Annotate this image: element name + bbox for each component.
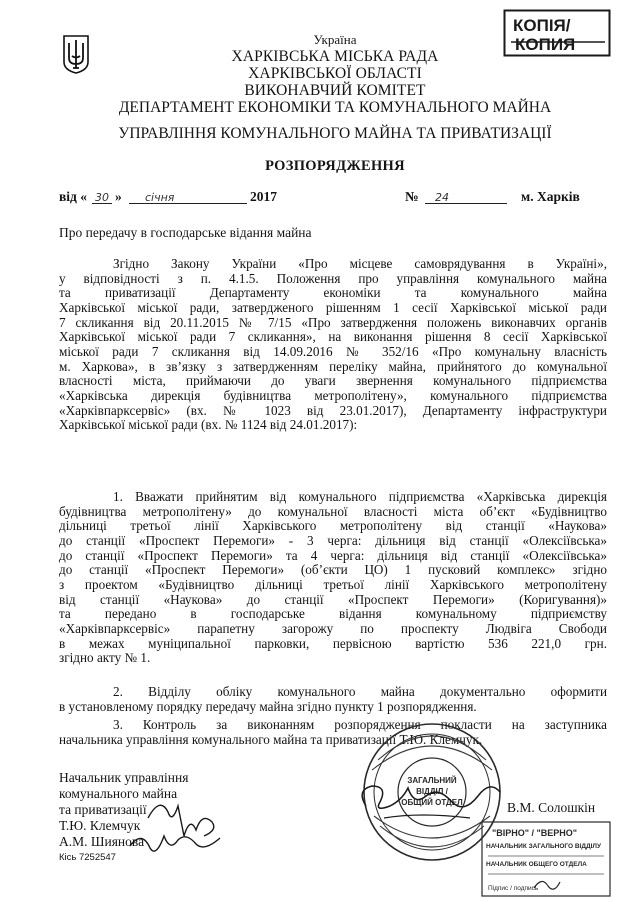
executor-footnote: Кісь 7252547: [59, 852, 116, 863]
preamble-line: у відповідності з п. 4.1.5. Положення про управління комунального майна: [59, 270, 607, 286]
signer-name: В.М. Солошкін: [507, 800, 596, 815]
preamble-line: Згідно Закону України «Про місцеве самоврядування в Україні»,: [113, 256, 607, 271]
document-subject: Про передачу в господарське відання майна: [59, 225, 312, 240]
item-1-line: та передано в господарське відання комунальному підприємству: [59, 606, 607, 622]
item-1-paragraph: [59, 490, 607, 666]
signature-title-line: та приватизації: [59, 802, 147, 817]
item-1-line: в межах муніципальної парковки, первісною вартістю 536 221,0 грн.: [59, 635, 607, 651]
item-1-line: «Харківпарксервіс» парапетну загорожу по проспекту Людвіга Свободи: [59, 620, 607, 636]
cert-stamp-text: Підпис / подпись: [488, 885, 539, 892]
certification-stamp: [482, 822, 610, 896]
round-stamp-text: ВІДДІЛ /: [416, 787, 448, 796]
item-3-paragraph: [59, 718, 607, 747]
document-number: 24: [435, 191, 449, 204]
preamble-line: 7 скликання від 20.11.2015 № 7/15 «Про затвердження положень виконавчих органів: [59, 314, 607, 330]
preamble-line: міської ради 7 скликання від 14.09.2016 № 352/16 «Про комунальну власність: [59, 343, 607, 359]
preamble-paragraph: [59, 257, 607, 433]
item-1-line: до станції «Проспект Перемоги» та 4 черга: дільниця від станції «Олексіївська»: [59, 547, 607, 563]
number-label: №: [405, 189, 419, 204]
preamble-line: «Харківська дирекція будівництва метрополітену», комунального підприємства: [59, 387, 607, 403]
item-1-line: 1. Вважати прийнятим від комунального підприємства «Харківська дирекція: [113, 489, 607, 504]
item-3-line: начальника управління комунального майна та приватизації Т.Ю. Клемчук.: [59, 731, 483, 747]
preamble-line: м. Харкова», в зв’язку з затвердженням переліку майна, прийнятого до комунальної: [59, 358, 607, 374]
item-1-line: до станції «Проспект Перемоги» (об’єкти ЦО) 1 пусковий комплекс» згідно: [59, 562, 607, 578]
preamble-line: та приватизації Департаменту економіки та комунального майна: [59, 285, 607, 301]
round-stamp-text: ЗАГАЛЬНИЙ: [407, 776, 457, 785]
document-type-title: РОЗПОРЯДЖЕННЯ: [265, 158, 405, 174]
preamble-line: Харківської міської ради, затвердженого рішенням 1 сесії Харківської міської ради: [59, 299, 607, 315]
city-name: м. Харків: [521, 189, 580, 204]
signature-deputy-name: Т.Ю. Клемчук: [59, 818, 141, 833]
copy-stamp-line2: КОПИЯ: [515, 35, 576, 54]
header-council: ХАРКІВСЬКА МІСЬКА РАДА: [231, 48, 439, 65]
date-year: 2017: [250, 189, 277, 204]
header-department: ДЕПАРТАМЕНТ ЕКОНОМІКИ ТА КОМУНАЛЬНОГО МАЙНА: [118, 99, 552, 116]
copy-stamp: [503, 9, 611, 57]
item-2-line: в установленому порядку передачу майна згідно пункту 1 розпорядження.: [59, 698, 477, 714]
signature-block: [59, 770, 188, 850]
item-3-line: 3. Контроль за виконанням розпорядження покласти на заступника: [113, 717, 607, 732]
signature-title-line: комунального майна: [59, 786, 178, 801]
cert-stamp-text: НАЧАЛЬНИК ОБЩЕГО ОТДЕЛА: [486, 861, 587, 868]
cert-stamp-text: "ВІРНО" / "ВЕРНО": [492, 828, 578, 838]
header-country: Україна: [313, 32, 357, 47]
handwritten-signature: [362, 786, 500, 808]
preamble-line: Харківської міської ради 7 скликання», на виконання рішення 8 сесії Харківської: [59, 329, 607, 345]
date-prefix: від «: [59, 189, 87, 204]
item-1-line: згідно акту № 1.: [59, 650, 151, 666]
preamble-line: Харківської міської ради (вх. № 1124 від 24.01.2017):: [59, 417, 358, 433]
preamble-line: власності міста, приймаючи до уваги звернення комунального підприємства: [59, 373, 607, 389]
date-quote-close: »: [115, 189, 122, 204]
date-number-line: [59, 189, 609, 207]
preamble-line: «Харківпарксервіс» (вх. № 1023 від 23.01.2017), Департаменту інфраструктури: [59, 402, 607, 418]
item-1-line: від станції «Наукова» до станції «Проспект Перемоги» (Коригування)»: [59, 591, 607, 607]
handwritten-signature: [384, 815, 470, 818]
header-office: УПРАВЛІННЯ КОМУНАЛЬНОГО МАЙНА ТА ПРИВАТИЗАЦІЇ: [118, 125, 552, 142]
item-1-line: будівництва метрополітену» до комунальної власності міста об’єкт «Будівництво: [59, 503, 607, 519]
item-2-paragraph: [59, 685, 607, 714]
item-1-line: з проектом «Будівництво дільниці третьої лінії Харківського метрополітену: [59, 576, 607, 592]
item-1-line: до станції «Проспект Перемоги» - 3 черга: дільниця від станції «Олексіївська»: [59, 532, 607, 548]
header-region: ХАРКІВСЬКОЇ ОБЛАСТІ: [248, 65, 422, 82]
date-month: січня: [145, 191, 175, 204]
copy-stamp-line1: КОПІЯ/: [513, 16, 571, 35]
signature-executor-name: А.М. Шиянова: [59, 834, 145, 849]
item-1-line: дільниці третьої лінії Харківського метрополітену від станції «Наукова»: [59, 518, 607, 534]
item-2-line: 2. Відділу обліку комунального майна документально оформити: [113, 684, 607, 699]
header-committee: ВИКОНАВЧИЙ КОМІТЕТ: [244, 82, 426, 99]
signature-title-line: Начальник управління: [59, 770, 189, 785]
cert-stamp-text: НАЧАЛЬНИК ЗАГАЛЬНОГО ВІДДІЛУ: [486, 843, 602, 850]
round-stamp-text: ОБЩИЙ ОТДЕЛ: [401, 798, 463, 807]
date-day: 30: [95, 191, 109, 204]
